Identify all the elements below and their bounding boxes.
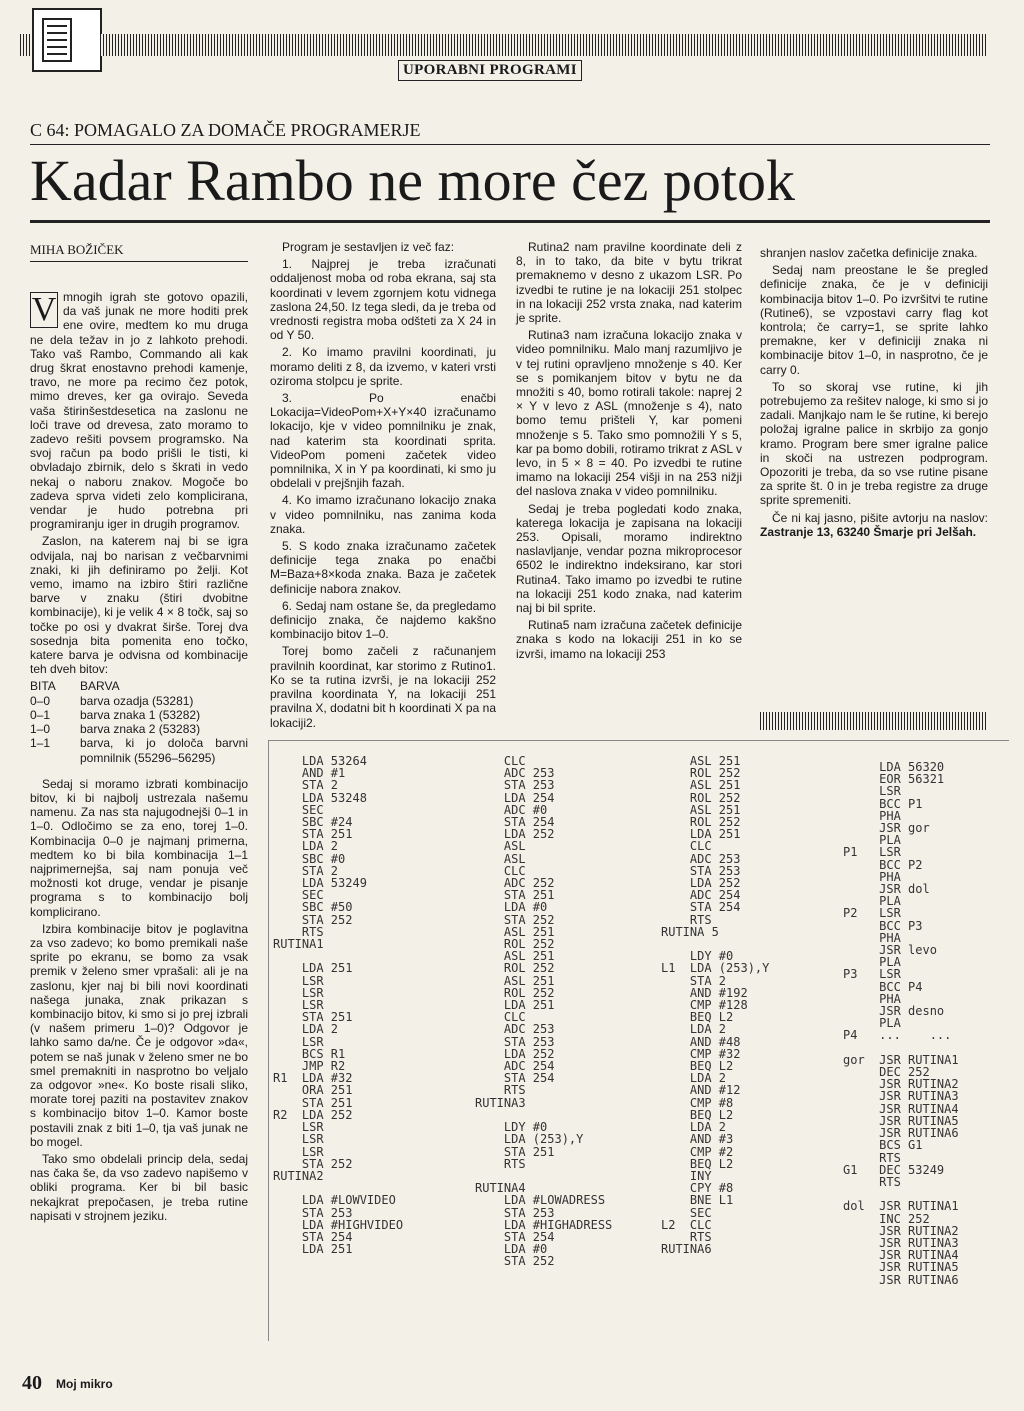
table-header: BARVA <box>80 679 120 694</box>
code-column-4: LDA 56320 EOR 56321 LSR BCC P1 PHA JSR gor PLA P1 LSR BCC P2 PHA JSR dol PLA P2 LSR BCC P3 PHA JSR levo PLA P3 LSR BCC P4 PHA JSR desno PLA P4 ... ... gor JSR RUTINA1 DEC 252 JSR RUTINA2 JSR RUTINA3 JSR RUTINA4 JSR RUTINA5 JSR RUTINA6 BCS G1 RTS G1 DEC 53249 RTS dol JSR RUTINA1 INC 252 JSR RUTINA2 JSR RUTINA3 JSR RUTINA4 JSR RUTINA5 JSR RUTINA6 <box>843 760 959 1287</box>
paragraph: Zaslon, na katerem naj bi se igra odvijala, naj bo narisan z večbarvnimi znaki, ki jih definiramo po želji. Kot vemo, imamo na izbiro štiri različne barve v znaku (štiri dvobitne kombinacije), ki je velik 4 × 8 točk, saj so točke po osi y dvakrat širše. Torej dva sosednja bita pomenita eno točko, katere barva je odvisna od kombinacije teh dveh bitov: <box>30 534 248 677</box>
paragraph: Izbira kombinacije bitov je poglavitna za vso zadevo; ko bomo premikali naše sprite po ekranu, se bomo za vsak premik v želeno smer vprašali: ali je na zaslonu, kjer naj bi bili novi koordinati našega junaka, znak prikazan s kombinacijo bitov, ki smo si jo prej izbrali (v našem primeru 1–0)? Odgovor je lahko samo da/ne. Če je odgovor »da«, potem se naš junak v želeno smer ne bo smel premakniti in nasprotno bo veljalo za odgovor »ne«. Ko boste risali sliko, morate torej paziti na postavitev znakov s kombinacijo bitov 1–0. Kamor boste postavili znak z biti 1–0, tja vaš junak ne bo mogel. <box>30 921 248 1149</box>
paragraph: Tako smo obdelali princip dela, sedaj nas čaka še, da vso zadevo napišemo v obliki programa. Ker bi bil basic nekajkrat prepočasen, je treba rutine napisati v strojnem jeziku. <box>30 1151 248 1223</box>
table-cell: 1–0 <box>30 722 51 737</box>
paragraph: V mnogih igrah ste gotovo opazili, da vaš junak ne more hoditi prek ene ovire, medtem ko mu druga ne dela težav in jo z lahkoto prehodi. Tako vaš Rambo, Commando ali kak drug škrat enostavno prehodi kamenje, travo, ne more pa recimo čez potok, mimo dreves, ker ga ovirajo. Seveda vaša štirinšestdesetica na zaslonu ne loči trave od drevesa, zato moramo to zadevo rešiti povsem programsko. Na svoj račun pa bodo prišli le tisti, ki obvladajo zbirnik, delo s škrati in vedo nekaj o naboru znakov. Mogoče bo zadeva sprva videti zelo komplicirana, vendar je hudo potrebna pri programiranju iger in drugih programov. <box>30 290 248 532</box>
table-cell: 0–0 <box>30 693 51 708</box>
table-cell: barva ozadja (53281) <box>80 693 194 708</box>
paragraph: Če ni kaj jasno, pišite avtorju na naslov: Zastranje 13, 63240 Šmarje pri Jelšah. <box>760 510 988 539</box>
author-byline: MIHA BOŽIČEK <box>30 242 124 257</box>
table-header: BITA <box>30 679 56 694</box>
table-cell: barva, ki jo določa barvni pomnilnik (55296–56295) <box>80 736 248 765</box>
article-column-2 <box>270 240 496 733</box>
paragraph: Torej bomo začeli z računanjem pravilnih koordinat, kar storimo z Rutino1. Ko se ta rutina izvrši, je na lokaciji 252 pravilna koordinata Y, na lokaciji 251 pravilna X, dodatni bit h koordinati X pa na lokaciji2. <box>270 644 496 730</box>
paragraph: Program je sestavljen iz več faz: <box>282 240 455 254</box>
article-column-1 <box>30 290 248 1226</box>
drop-cap: V <box>31 291 57 328</box>
header-hatch-bar <box>100 34 988 56</box>
paragraph: 1. Najprej je treba izračunati oddaljenost moba od roba ekrana, saj sta koordinati v levem zgornjem kotu vidnega zaslona 24,50. Iz tega sledi, da je treba od vrednosti registra moba odšteti za X 24 in od Y 50. <box>270 257 496 343</box>
paragraph: Sedaj si moramo izbrati kombinacijo bitov, ki bi najbolj ustrezala našemu namenu. Za nas sta najugodnejši 0–1 in 1–0. Odločimo se za eno, torej 1–0. Kombinacija 0–0 je najmanj primerna, medtem ko bi bila kombinacija 1–1 najprimernejša, saj nam ponuja več možnosti kot druge, vendar je pisanje programa s to kombinacijo bolj komplicirano. <box>30 776 248 919</box>
code-column-1: LDA 53264 AND #1 STA 2 LDA 53248 SEC SBC #24 STA 251 LDA 2 SBC #0 STA 2 LDA 53249 SEC SBC #50 STA 252 RTS RUTINA1 LDA 251 LSR LSR LSR STA 251 LDA 2 LSR BCS R1 JMP R2 R1 LDA #32 ORA 251 STA 251 R2 LDA 252 LSR LSR LSR STA 252 RUTINA2 LDA #LOWVIDEO STA 253 LDA #HIGHVIDEO STA 254 LDA 251 <box>273 754 404 1257</box>
paragraph: 3. Po enačbi Lokacija=VideoPom+X+Y×40 izračunamo lokacijo, kje v video pomnilniku je znak, nad katerim sta koordinati sprita. VideoPom pomeni začetek video pomnilnika, X in Y pa koordinati, ki smo ju obdelali v prejšnjih fazah. <box>270 391 496 491</box>
paragraph: Rutina5 nam izračuna začetek definicije znaka s kodo na lokaciji 251 in ko se izvrši, imamo na lokaciji 253 <box>516 618 742 661</box>
kicker: C 64: POMAGALO ZA DOMAČE PROGRAMERJE <box>30 120 421 140</box>
listing-hatch-bar <box>760 712 988 730</box>
divider <box>30 220 990 223</box>
code-listing <box>268 740 1009 1341</box>
section-logo-icon <box>32 8 102 72</box>
code-column-3: ASL 251 ROL 252 ASL 251 ROL 252 ASL 251 ROL 252 LDA 251 CLC ADC 253 STA 253 LDA 252 ADC 254 STA 254 RTS RUTINA 5 LDY #0 L1 LDA (253),Y STA 2 AND #192 CMP #128 BEQ L2 LDA 2 AND #48 CMP #32 BEQ L2 LDA 2 AND #12 CMP #8 BEQ L2 LDA 2 AND #3 CMP #2 BEQ L2 INY CPY #8 BNE L1 SEC L2 CLC RTS RUTINA6 <box>661 754 770 1257</box>
divider <box>30 261 248 262</box>
paragraph: Rutina3 nam izračuna lokacijo znaka v video pomnilniku. Malo manj razumljivo je v tej rutini opravljeno množenje s 40. Ker se s pomikanjem bitov v bytu ne da množiti s 40, bomo rotirali takole: naprej 2 × Y v levo z ASL (množenje s 4), nato bomo temu prišteli Y, kar pomeni množenje s 5. Tako smo pomnožili Y s 5, kar pa bomo dobili, rotiramo trikrat z ASL v levo, in 5 × 8 = 40. Po izvedbi te rutine imamo na lokaciji 254 višji in na 253 nižji del naslova znaka v video pomnilniku. <box>516 328 742 499</box>
paragraph: Sedaj je treba pogledati kodo znaka, katerega lokacija je zapisana na lokaciji 253. Opisali, moramo indirektno naslavljanje, vendar pozna mikroprocesor 6502 le indirektno indeksirano, kar stori Rutina4. Tako imamo po izvedbi te rutine na lokaciji 251 kodo znaka, nad katerim naj bi bil sprite. <box>516 501 742 616</box>
author-address: Zastranje 13, 63240 Šmarje pri Jelšah. <box>760 524 977 539</box>
headline: Kadar Rambo ne more čez potok <box>30 148 795 213</box>
table-cell: barva znaka 2 (53283) <box>80 722 201 737</box>
header-hatch-left <box>20 34 32 56</box>
divider <box>30 144 990 145</box>
article-column-3 <box>516 240 742 664</box>
paragraph: 2. Ko imamo pravilni koordinati, ju moramo deliti z 8, da izvemo, v kateri vrsti oziroma stolpcu je sprite. <box>270 345 496 388</box>
paragraph: Sedaj nam preostane le še pregled definicije znaka, če je v definiciji kombinacija bitov 1–0. Po izvršitvi te rutine (Rutine6), se vzpostavi carry flag kot kontrola; če carry=1, se sprite lahko premakne, ker v definiciji znaka ni kombinacije bitov 1–0, in nasprotno, če je carry 0. <box>760 263 988 377</box>
table-cell: 1–1 <box>30 736 51 751</box>
table-cell: barva znaka 1 (53282) <box>80 707 201 722</box>
paragraph: To so skoraj vse rutine, ki jih potrebujemo za rešitev naloge, ki smo si jo zadali. Manjkajo nam le še rutine, ki berejo položaj igralne palice in skrbijo za gonjo kramo. Program bere smer igralne palice in skoči na ustrezen podprogram. Opozoriti je treba, da so vse rutine pisane za sprite št. 0 in je treba registre za druge sprite spremeniti. <box>760 379 988 508</box>
magazine-name: Moj mikro <box>56 1377 113 1391</box>
code-column-2: CLC ADC 253 STA 253 LDA 254 ADC #0 STA 254 LDA 252 ASL ASL CLC ADC 252 STA 251 LDA #0 STA 252 ASL 251 ROL 252 ASL 251 ROL 252 ASL 251 ROL 252 LDA 251 CLC ADC 253 STA 253 LDA 252 ADC 254 STA 254 RTS RUTINA3 LDY #0 LDA (253),Y STA 251 RTS RUTINA4 LDA #LOWADRESS STA 253 LDA #HIGHADRESS STA 254 LDA #0 STA 252 <box>475 754 613 1269</box>
paragraph: 5. S kodo znaka izračunamo začetek definicije tega znaka po enačbi M=Baza+8×koda znaka. Baza je začetek definicije nabora znakov. <box>270 539 496 596</box>
page-number: 40 <box>22 1372 42 1394</box>
paragraph: 6. Sedaj nam ostane še, da pregledamo definicijo znaka, če najdemo kakšno kombinacijo bitov 1–0. <box>270 598 496 642</box>
article-column-4 <box>760 246 988 542</box>
table-cell: 0–1 <box>30 707 51 722</box>
paragraph: Rutina2 nam pravilne koordinate deli z 8, in to tako, da bite v bytu trikrat premaknemo v desno z ukazom LSR. Po izvedbi te rutine je na lokaciji 251 stolpec in na lokaciji 252 vrsta znaka, nad katerim je sprite. <box>516 240 742 326</box>
paragraph: 4. Ko imamo izračunano lokacijo znaka v video pomnilniku, nas zanima koda znaka. <box>270 493 496 536</box>
bit-color-table <box>30 679 248 764</box>
section-label: UPORABNI PROGRAMI <box>398 60 582 81</box>
paragraph: shranjen naslov začetka definicije znaka. <box>760 246 978 260</box>
